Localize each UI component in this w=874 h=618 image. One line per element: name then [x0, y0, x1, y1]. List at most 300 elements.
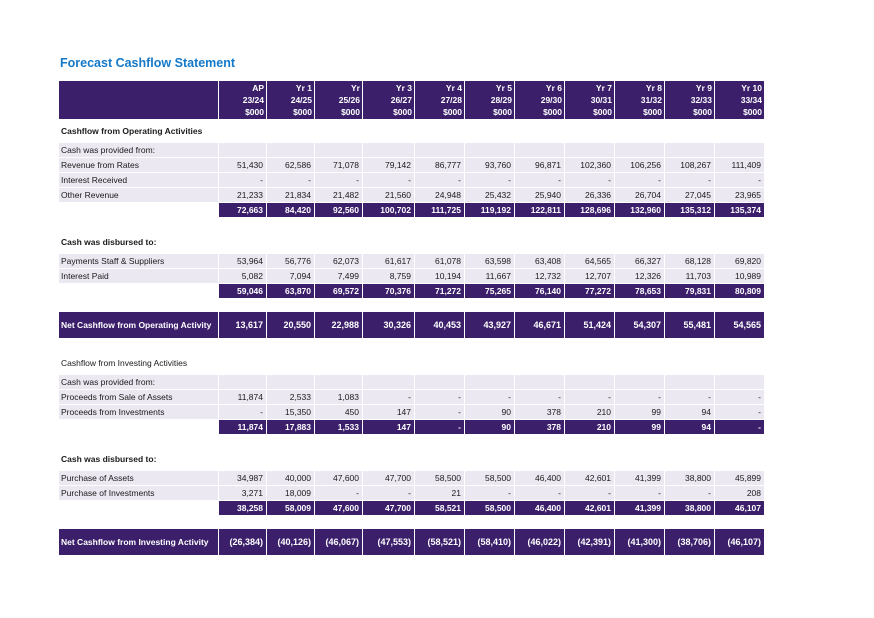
column-header-l2: 24/25 [290, 95, 312, 105]
row-label: Cash was disbursed to: [59, 448, 219, 471]
cashflow-table [58, 80, 765, 556]
empty-cell [715, 352, 765, 375]
value-cell: 24,948 [415, 188, 465, 203]
value-cell [665, 143, 715, 158]
empty-cell [615, 448, 665, 471]
row-label: Proceeds from Investments [59, 405, 219, 420]
empty-cell [315, 231, 363, 254]
table-row-section [59, 231, 765, 254]
value-cell: 99 [615, 420, 665, 435]
value-cell: 12,326 [615, 269, 665, 284]
column-header-l2: 27/28 [440, 95, 462, 105]
value-cell [465, 375, 515, 390]
value-cell [565, 375, 615, 390]
value-cell: 13,617 [219, 312, 267, 339]
table-row-total [59, 501, 765, 516]
value-cell: - [565, 486, 615, 501]
value-cell: 2,533 [267, 390, 315, 405]
table-row-line [59, 405, 765, 420]
value-cell [415, 143, 465, 158]
value-cell: 26,704 [615, 188, 665, 203]
value-cell: 7,094 [267, 269, 315, 284]
value-cell: - [715, 405, 765, 420]
value-cell [267, 143, 315, 158]
value-cell: 62,073 [315, 254, 363, 269]
empty-cell [415, 120, 465, 143]
value-cell: 40,000 [267, 471, 315, 486]
value-cell: 86,777 [415, 158, 465, 173]
value-cell: 64,565 [565, 254, 615, 269]
column-header-l3: $000 [593, 107, 612, 117]
empty-cell [363, 448, 415, 471]
value-cell: 1,533 [315, 420, 363, 435]
value-cell: - [515, 486, 565, 501]
empty-cell [565, 120, 615, 143]
value-cell: - [363, 486, 415, 501]
value-cell [615, 143, 665, 158]
value-cell: 26,336 [565, 188, 615, 203]
column-header-l2: 32/33 [690, 95, 712, 105]
column-header-l3: $000 [341, 107, 360, 117]
column-header-l2: 33/34 [740, 95, 762, 105]
value-cell: 132,960 [615, 203, 665, 218]
column-header-l2: 31/32 [640, 95, 662, 105]
column-header [219, 81, 267, 120]
value-cell [315, 143, 363, 158]
value-cell: (58,521) [415, 529, 465, 556]
value-cell: 63,408 [515, 254, 565, 269]
empty-cell [515, 352, 565, 375]
column-header-l2: 23/24 [242, 95, 264, 105]
empty-cell [415, 448, 465, 471]
value-cell: 42,601 [565, 471, 615, 486]
value-cell: 75,265 [465, 284, 515, 299]
value-cell: 11,874 [219, 420, 267, 435]
spacer-cell [59, 516, 765, 529]
value-cell: 8,759 [363, 269, 415, 284]
empty-cell [615, 352, 665, 375]
value-cell: - [315, 486, 363, 501]
column-header-l3: $000 [493, 107, 512, 117]
value-cell [219, 375, 267, 390]
value-cell: 40,453 [415, 312, 465, 339]
spacer-cell [59, 299, 765, 312]
value-cell: 80,809 [715, 284, 765, 299]
table-row-line [59, 173, 765, 188]
value-cell: 122,811 [515, 203, 565, 218]
row-label [59, 501, 219, 516]
empty-cell [515, 448, 565, 471]
table-row-total [59, 203, 765, 218]
row-label: Purchase of Investments [59, 486, 219, 501]
value-cell: 96,871 [515, 158, 565, 173]
column-header-l1: AP [252, 83, 264, 93]
value-cell: 11,667 [465, 269, 515, 284]
value-cell: - [415, 173, 465, 188]
value-cell: (40,126) [267, 529, 315, 556]
column-header-l1: Yr 9 [695, 83, 712, 93]
value-cell: 55,481 [665, 312, 715, 339]
row-label: Net Cashflow from Investing Activity [59, 529, 219, 556]
column-header [415, 81, 465, 120]
value-cell: - [615, 390, 665, 405]
value-cell: 69,572 [315, 284, 363, 299]
column-header-l1: Yr 1 [295, 83, 312, 93]
column-header-l1: Yr 6 [545, 83, 562, 93]
column-header-l3: $000 [393, 107, 412, 117]
value-cell: 210 [565, 420, 615, 435]
value-cell: 79,831 [665, 284, 715, 299]
column-header [267, 81, 315, 120]
table-row-total [59, 284, 765, 299]
table-row-spacer [59, 339, 765, 352]
column-header-l3: $000 [743, 107, 762, 117]
empty-cell [515, 231, 565, 254]
value-cell: 135,312 [665, 203, 715, 218]
empty-cell [665, 120, 715, 143]
empty-cell [315, 120, 363, 143]
value-cell: 76,140 [515, 284, 565, 299]
empty-cell [415, 231, 465, 254]
value-cell: (46,107) [715, 529, 765, 556]
empty-cell [665, 448, 715, 471]
row-label: Net Cashflow from Operating Activity [59, 312, 219, 339]
empty-cell [465, 352, 515, 375]
empty-cell [267, 231, 315, 254]
column-header-l3: $000 [643, 107, 662, 117]
value-cell: - [715, 390, 765, 405]
value-cell: - [465, 173, 515, 188]
value-cell: 56,776 [267, 254, 315, 269]
value-cell: 79,142 [363, 158, 415, 173]
value-cell: 38,800 [665, 471, 715, 486]
value-cell: - [219, 173, 267, 188]
value-cell: - [267, 173, 315, 188]
value-cell: 46,400 [515, 501, 565, 516]
value-cell: 128,696 [565, 203, 615, 218]
table-row-spacer [59, 435, 765, 448]
value-cell: - [363, 173, 415, 188]
value-cell: 61,617 [363, 254, 415, 269]
table-row-line [59, 158, 765, 173]
value-cell: 11,703 [665, 269, 715, 284]
row-label: Cash was provided from: [59, 375, 219, 390]
row-label: Interest Received [59, 173, 219, 188]
empty-cell [363, 352, 415, 375]
value-cell: 17,883 [267, 420, 315, 435]
value-cell: (38,706) [665, 529, 715, 556]
value-cell: (46,022) [515, 529, 565, 556]
row-label: Proceeds from Sale of Assets [59, 390, 219, 405]
value-cell: (47,553) [363, 529, 415, 556]
empty-cell [615, 120, 665, 143]
row-label [59, 203, 219, 218]
value-cell: 77,272 [565, 284, 615, 299]
value-cell [415, 375, 465, 390]
table-row-line [59, 143, 765, 158]
value-cell: 18,009 [267, 486, 315, 501]
value-cell: 99 [615, 405, 665, 420]
value-cell: 47,700 [363, 471, 415, 486]
table-row-section [59, 120, 765, 143]
value-cell: 22,988 [315, 312, 363, 339]
row-label: Cash was provided from: [59, 143, 219, 158]
value-cell: 71,078 [315, 158, 363, 173]
value-cell: 94 [665, 420, 715, 435]
value-cell: 15,350 [267, 405, 315, 420]
column-header [515, 81, 565, 120]
table-row-section [59, 448, 765, 471]
value-cell: 21 [415, 486, 465, 501]
column-header [565, 81, 615, 120]
column-header-l1: Yr 3 [395, 83, 412, 93]
value-cell [615, 375, 665, 390]
value-cell: 21,482 [315, 188, 363, 203]
table-row-line [59, 188, 765, 203]
column-header-l2: 29/30 [540, 95, 562, 105]
value-cell: 5,082 [219, 269, 267, 284]
value-cell: 51,430 [219, 158, 267, 173]
table-row-line [59, 254, 765, 269]
value-cell: (41,300) [615, 529, 665, 556]
value-cell [219, 143, 267, 158]
value-cell: 3,271 [219, 486, 267, 501]
value-cell: - [565, 173, 615, 188]
value-cell: 106,256 [615, 158, 665, 173]
value-cell [565, 143, 615, 158]
table-row-line [59, 390, 765, 405]
column-header-l2: 26/27 [390, 95, 412, 105]
value-cell: (42,391) [565, 529, 615, 556]
value-cell: 63,598 [465, 254, 515, 269]
empty-cell [315, 448, 363, 471]
column-header-l3: $000 [543, 107, 562, 117]
value-cell: 58,500 [465, 471, 515, 486]
value-cell: - [565, 390, 615, 405]
column-header-l2: 28/29 [490, 95, 512, 105]
value-cell: 378 [515, 420, 565, 435]
value-cell: 93,760 [465, 158, 515, 173]
column-header [363, 81, 415, 120]
value-cell: - [515, 173, 565, 188]
value-cell: - [415, 390, 465, 405]
value-cell: 71,272 [415, 284, 465, 299]
value-cell: 25,432 [465, 188, 515, 203]
table-row-net [59, 312, 765, 339]
column-header-l3: $000 [293, 107, 312, 117]
empty-cell [267, 120, 315, 143]
table-row-line [59, 269, 765, 284]
value-cell: 63,870 [267, 284, 315, 299]
empty-cell [565, 231, 615, 254]
value-cell: 46,400 [515, 471, 565, 486]
value-cell: 70,376 [363, 284, 415, 299]
table-row-spacer [59, 516, 765, 529]
empty-cell [465, 120, 515, 143]
value-cell: 90 [465, 420, 515, 435]
value-cell: 34,987 [219, 471, 267, 486]
column-header [665, 81, 715, 120]
value-cell: 23,965 [715, 188, 765, 203]
value-cell: 21,834 [267, 188, 315, 203]
value-cell: 119,192 [465, 203, 515, 218]
value-cell: 38,800 [665, 501, 715, 516]
empty-cell [219, 120, 267, 143]
column-header-l1: Yr 7 [595, 83, 612, 93]
header-label-cell [59, 81, 219, 120]
empty-cell [267, 448, 315, 471]
empty-cell [565, 448, 615, 471]
row-label [59, 420, 219, 435]
empty-cell [465, 231, 515, 254]
value-cell: 45,899 [715, 471, 765, 486]
value-cell: 62,586 [267, 158, 315, 173]
value-cell: 135,374 [715, 203, 765, 218]
value-cell: 58,521 [415, 501, 465, 516]
value-cell: 41,399 [615, 471, 665, 486]
column-header-l1: Yr 8 [645, 83, 662, 93]
row-label: Cashflow from Investing Activities [59, 352, 219, 375]
value-cell: 68,128 [665, 254, 715, 269]
value-cell: 94 [665, 405, 715, 420]
value-cell: - [315, 173, 363, 188]
value-cell: (58,410) [465, 529, 515, 556]
table-row-section-plain [59, 352, 765, 375]
table-row-total [59, 420, 765, 435]
value-cell: - [465, 390, 515, 405]
value-cell: 90 [465, 405, 515, 420]
row-label: Other Revenue [59, 188, 219, 203]
column-header-l1: Yr 5 [495, 83, 512, 93]
value-cell: 147 [363, 405, 415, 420]
column-header [715, 81, 765, 120]
value-cell: 46,107 [715, 501, 765, 516]
column-header [315, 81, 363, 120]
value-cell: 78,653 [615, 284, 665, 299]
value-cell [315, 375, 363, 390]
empty-cell [715, 448, 765, 471]
value-cell: 11,874 [219, 390, 267, 405]
value-cell [515, 143, 565, 158]
value-cell [715, 375, 765, 390]
empty-cell [615, 231, 665, 254]
column-header-l3: $000 [245, 107, 264, 117]
value-cell: 30,326 [363, 312, 415, 339]
row-label: Cashflow from Operating Activities [59, 120, 219, 143]
value-cell: 21,233 [219, 188, 267, 203]
value-cell: 21,560 [363, 188, 415, 203]
empty-cell [715, 231, 765, 254]
column-header-l3: $000 [443, 107, 462, 117]
value-cell: 147 [363, 420, 415, 435]
column-header [615, 81, 665, 120]
value-cell: - [615, 173, 665, 188]
value-cell: 108,267 [665, 158, 715, 173]
value-cell: 450 [315, 405, 363, 420]
value-cell: - [665, 390, 715, 405]
value-cell: - [665, 173, 715, 188]
empty-cell [715, 120, 765, 143]
spacer-cell [59, 218, 765, 231]
empty-cell [363, 231, 415, 254]
value-cell: 111,409 [715, 158, 765, 173]
value-cell: 47,700 [363, 501, 415, 516]
header-row [59, 81, 765, 120]
row-label: Interest Paid [59, 269, 219, 284]
value-cell: 54,307 [615, 312, 665, 339]
value-cell: - [715, 173, 765, 188]
value-cell: 38,258 [219, 501, 267, 516]
value-cell: - [415, 420, 465, 435]
value-cell: 100,702 [363, 203, 415, 218]
spacer-cell [59, 339, 765, 352]
value-cell [363, 375, 415, 390]
value-cell: - [515, 390, 565, 405]
value-cell: 12,707 [565, 269, 615, 284]
value-cell: 208 [715, 486, 765, 501]
row-label: Cash was disbursed to: [59, 231, 219, 254]
empty-cell [665, 352, 715, 375]
value-cell: 25,940 [515, 188, 565, 203]
column-header-l2: 25/26 [338, 95, 360, 105]
table-row-line [59, 471, 765, 486]
value-cell: (26,384) [219, 529, 267, 556]
value-cell [715, 143, 765, 158]
empty-cell [315, 352, 363, 375]
table-row-net [59, 529, 765, 556]
value-cell: - [363, 390, 415, 405]
value-cell: 43,927 [465, 312, 515, 339]
page-title: Forecast Cashflow Statement [60, 56, 236, 70]
value-cell [267, 375, 315, 390]
column-header-l1: Yr [351, 83, 360, 93]
empty-cell [415, 352, 465, 375]
value-cell: 378 [515, 405, 565, 420]
empty-cell [565, 352, 615, 375]
column-header-l1: Yr 10 [741, 83, 762, 93]
table-row-line [59, 486, 765, 501]
value-cell: 10,989 [715, 269, 765, 284]
value-cell: 58,500 [465, 501, 515, 516]
row-label: Payments Staff & Suppliers [59, 254, 219, 269]
column-header [465, 81, 515, 120]
empty-cell [515, 120, 565, 143]
value-cell: 72,663 [219, 203, 267, 218]
empty-cell [465, 448, 515, 471]
value-cell [665, 375, 715, 390]
value-cell: (46,067) [315, 529, 363, 556]
value-cell [515, 375, 565, 390]
value-cell: 20,550 [267, 312, 315, 339]
value-cell: 47,600 [315, 501, 363, 516]
value-cell: 46,671 [515, 312, 565, 339]
value-cell: 7,499 [315, 269, 363, 284]
value-cell: - [465, 486, 515, 501]
row-label: Revenue from Rates [59, 158, 219, 173]
value-cell: 58,009 [267, 501, 315, 516]
value-cell: 51,424 [565, 312, 615, 339]
value-cell: - [715, 420, 765, 435]
table-row-spacer [59, 299, 765, 312]
value-cell: 47,600 [315, 471, 363, 486]
spacer-cell [59, 435, 765, 448]
value-cell: - [615, 486, 665, 501]
value-cell: 58,500 [415, 471, 465, 486]
value-cell: 10,194 [415, 269, 465, 284]
value-cell: 27,045 [665, 188, 715, 203]
table-row-line [59, 375, 765, 390]
value-cell: 53,964 [219, 254, 267, 269]
